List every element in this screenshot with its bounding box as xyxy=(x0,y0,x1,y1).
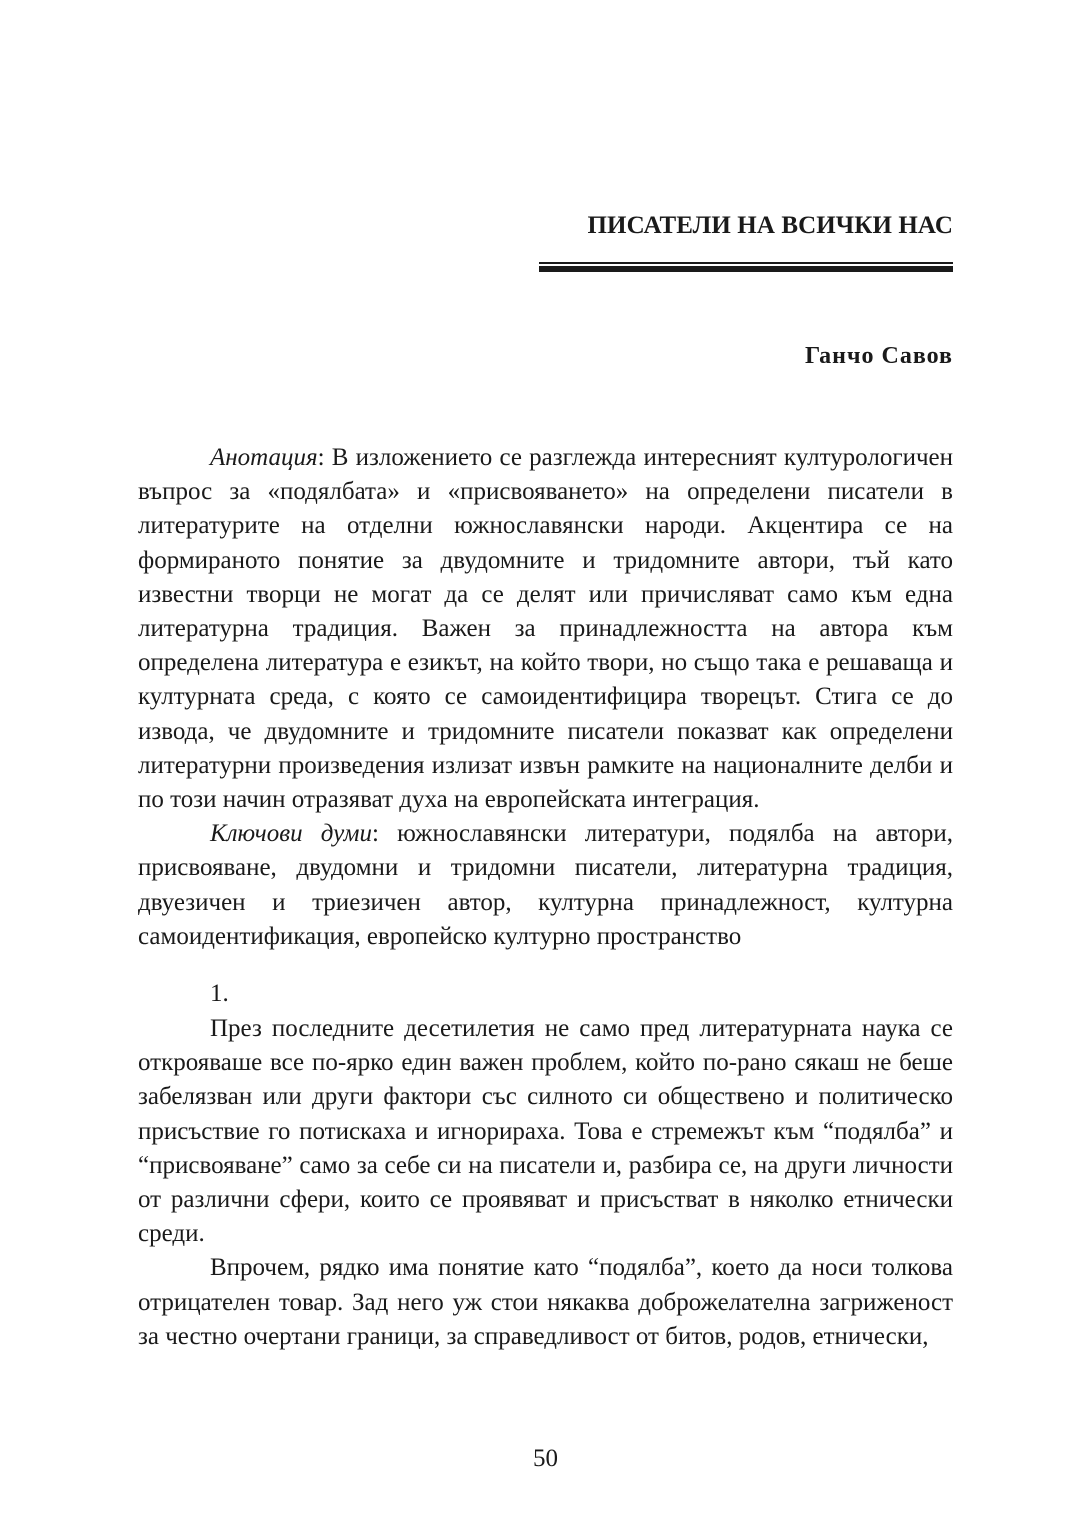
keywords-label: Ключови думи xyxy=(210,820,372,848)
keywords-paragraph xyxy=(138,817,953,954)
section-number: 1. xyxy=(210,980,229,1007)
page xyxy=(138,0,953,1530)
title-rule-thin xyxy=(539,262,953,264)
body-paragraph: През последните десетилетия не само пред литературната наука се открояваше все по-ярко един важен проблем, който по-рано сякаш не беше забелязван или други фактори със силното си обществено и политическо присъствие го потискаха и игнорираха. Това е стремежът към “подялба” и “присвояване” само за себе си на писатели и, разбира се, на други личности от различни сфери, които се проявяват и присъстват в няколко етнически среди. xyxy=(138,1015,953,1248)
keywords-text: : южнославянски литератури, подялба на автори, присвояване, двудомни и тридомни писатели, литературна традиция, двуезичен и триезичен автор, културна принадлежност, културна самоидентификация, европейско културно пространство xyxy=(138,820,953,950)
article-title: ПИСАТЕЛИ НА ВСИЧКИ НАС xyxy=(587,212,953,239)
abstract-paragraph xyxy=(138,441,953,817)
abstract-block xyxy=(138,441,953,954)
section-body xyxy=(138,1012,953,1354)
author-name: Ганчо Савов xyxy=(804,343,953,369)
page-number: 50 xyxy=(533,1445,558,1472)
title-rule-thick xyxy=(539,266,953,272)
body-paragraph: Впрочем, рядко има понятие като “подялба”, което да носи толкова отрицателен товар. Зад него уж стои някаква доброжелателна загриженост за честно очертани граници, за справедливост от битов, родов, етнически, xyxy=(138,1254,953,1350)
abstract-label: Анотация xyxy=(210,444,318,471)
abstract-text: : В изложението се разглежда интересният културологичен въпрос за «подялбата» и «присвояването» на определени писатели в литературите на отделни южнославянски народи. Акцентира се на формираното понятие за двудомните и тридомните автори, тъй като известни творци не могат да се делят или причисляват само към една литературна традиция. Важен за принадлежността на автора към определена литература е езикът, на който твори, но също така е решаваща и културната среда, с която се самоидентифицира творецът. Стига се до извода, че двудомните и тридомните писатели показват как определени литературни произведения излизат извън рамките на националните делби и по този начин отразяват духа на европейската интеграция. xyxy=(138,444,953,814)
